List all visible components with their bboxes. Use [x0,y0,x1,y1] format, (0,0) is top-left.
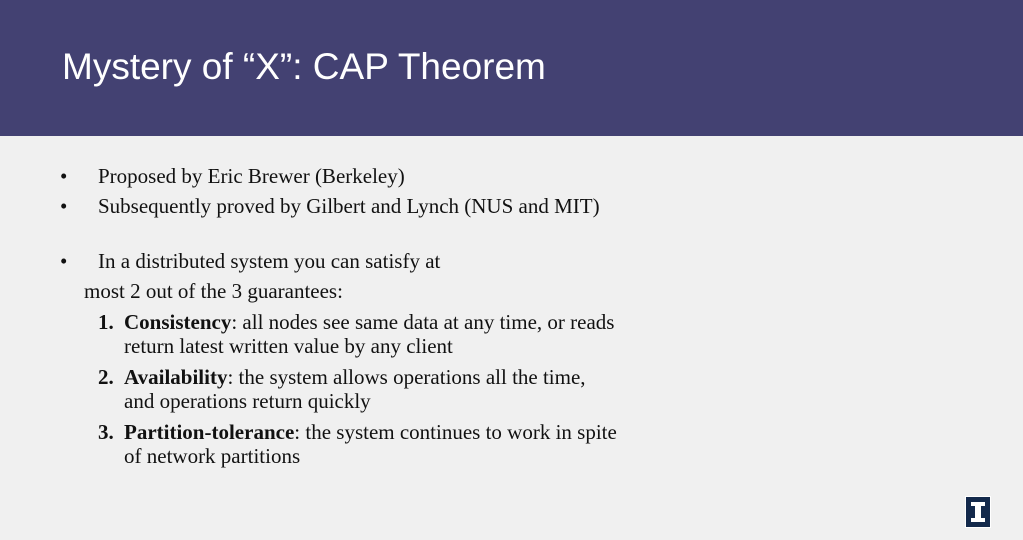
bullet-item [58,194,658,218]
item-text [98,420,618,468]
numbered-item [98,365,618,413]
item-description: : the system allows operations all the time, and operations return quickly [124,365,586,413]
bullet-item [58,164,658,188]
item-text [98,310,618,358]
numbered-item [98,310,618,358]
item-number: 3. [98,420,114,444]
item-number: 2. [98,365,114,389]
slide-title: Mystery of “X”: CAP Theorem [62,46,546,87]
item-term: Partition-tolerance [124,420,295,444]
bullet-text: In a distributed system you can satisfy at [98,249,441,273]
title-banner [0,0,1023,136]
numbered-item [98,420,618,468]
item-number: 1. [98,310,114,334]
bullet-continuation: most 2 out of the 3 guarantees: [84,279,343,303]
bullet-text: Proposed by Eric Brewer (Berkeley) [98,164,405,188]
bullet-item [58,249,658,273]
block-i-logo-icon [966,497,990,527]
block-i-logo-icon [965,496,991,528]
item-term: Availability [124,365,228,389]
item-description: : the system continues to work in spite of network partitions [124,420,617,468]
item-term: Consistency [124,310,232,334]
bullet-marker: • [60,249,68,273]
item-text [98,365,618,413]
bullet-marker: • [60,194,68,218]
item-description: : all nodes see same data at any time, or reads return latest written value by any client [124,310,615,358]
bullet-marker: • [60,164,68,188]
bullet-text: Subsequently proved by Gilbert and Lynch (NUS and MIT) [98,194,600,218]
